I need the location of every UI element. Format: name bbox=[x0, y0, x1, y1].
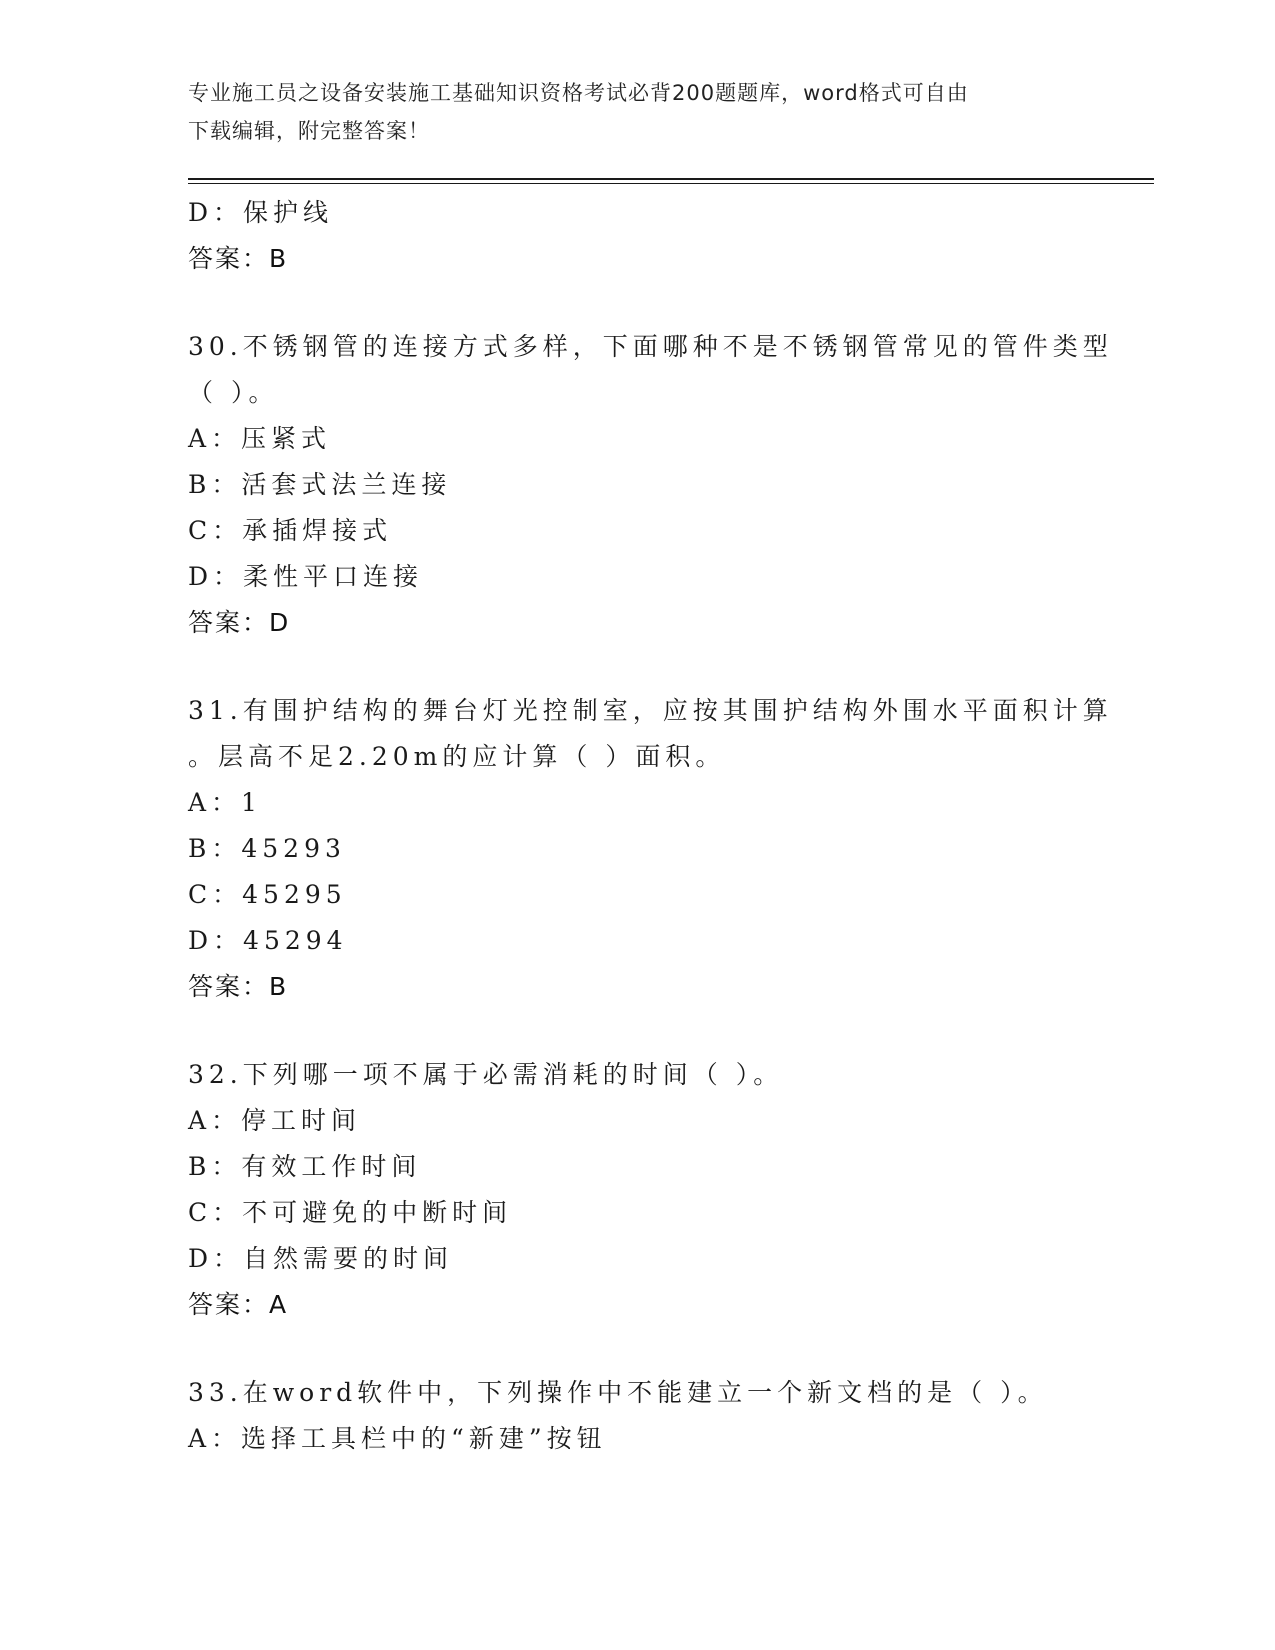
previous-question-tail bbox=[188, 190, 1088, 282]
answer-line: 答案：B bbox=[188, 972, 289, 1001]
option-a: A：1 bbox=[188, 788, 262, 817]
option-d: D：保护线 bbox=[188, 198, 334, 227]
question-stem-continued: （ ）。 bbox=[188, 378, 279, 407]
spacer bbox=[188, 646, 1088, 688]
question-33 bbox=[188, 1370, 1088, 1462]
option-d: D：45294 bbox=[188, 926, 348, 955]
header-line-2: 下载编辑，附完整答案！ bbox=[188, 119, 430, 143]
question-stem-continued: 。层高不足2.20m的应计算（ ）面积。 bbox=[188, 742, 726, 771]
question-stem: 31.有围护结构的舞台灯光控制室，应按其围护结构外围水平面积计算 bbox=[188, 696, 1113, 725]
question-stem: 30.不锈钢管的连接方式多样，下面哪种不是不锈钢管常见的管件类型 bbox=[188, 332, 1113, 361]
header-divider-thin bbox=[188, 183, 1154, 184]
answer-line: 答案：B bbox=[188, 244, 289, 273]
option-d: D：柔性平口连接 bbox=[188, 562, 424, 591]
answer-line: 答案：A bbox=[188, 1290, 289, 1319]
option-b: B：有效工作时间 bbox=[188, 1152, 422, 1181]
option-c: C：不可避免的中断时间 bbox=[188, 1198, 513, 1227]
question-32 bbox=[188, 1052, 1088, 1328]
option-a: A：压紧式 bbox=[188, 424, 332, 453]
option-c: C：45295 bbox=[188, 880, 347, 909]
question-stem: 32.下列哪一项不属于必需消耗的时间（ ）。 bbox=[188, 1060, 784, 1089]
option-a: A：选择工具栏中的“新建”按钮 bbox=[188, 1424, 607, 1453]
question-stem: 33.在word软件中，下列操作中不能建立一个新文档的是（ ）。 bbox=[188, 1378, 1048, 1407]
header-divider-thick bbox=[188, 178, 1154, 180]
option-a: A：停工时间 bbox=[188, 1106, 362, 1135]
document-header bbox=[188, 74, 1068, 150]
answer-line: 答案：D bbox=[188, 608, 291, 637]
header-line-1: 专业施工员之设备安装施工基础知识资格考试必背200题题库，word格式可自由 bbox=[188, 81, 969, 105]
question-content bbox=[188, 190, 1113, 1462]
option-b: B：活套式法兰连接 bbox=[188, 470, 452, 499]
spacer bbox=[188, 1328, 1088, 1370]
option-b: B：45293 bbox=[188, 834, 346, 863]
spacer bbox=[188, 1010, 1088, 1052]
option-d: D：自然需要的时间 bbox=[188, 1244, 454, 1273]
question-31 bbox=[188, 688, 1113, 1010]
question-30 bbox=[188, 324, 1113, 646]
option-c: C：承插焊接式 bbox=[188, 516, 393, 545]
spacer bbox=[188, 282, 1088, 324]
